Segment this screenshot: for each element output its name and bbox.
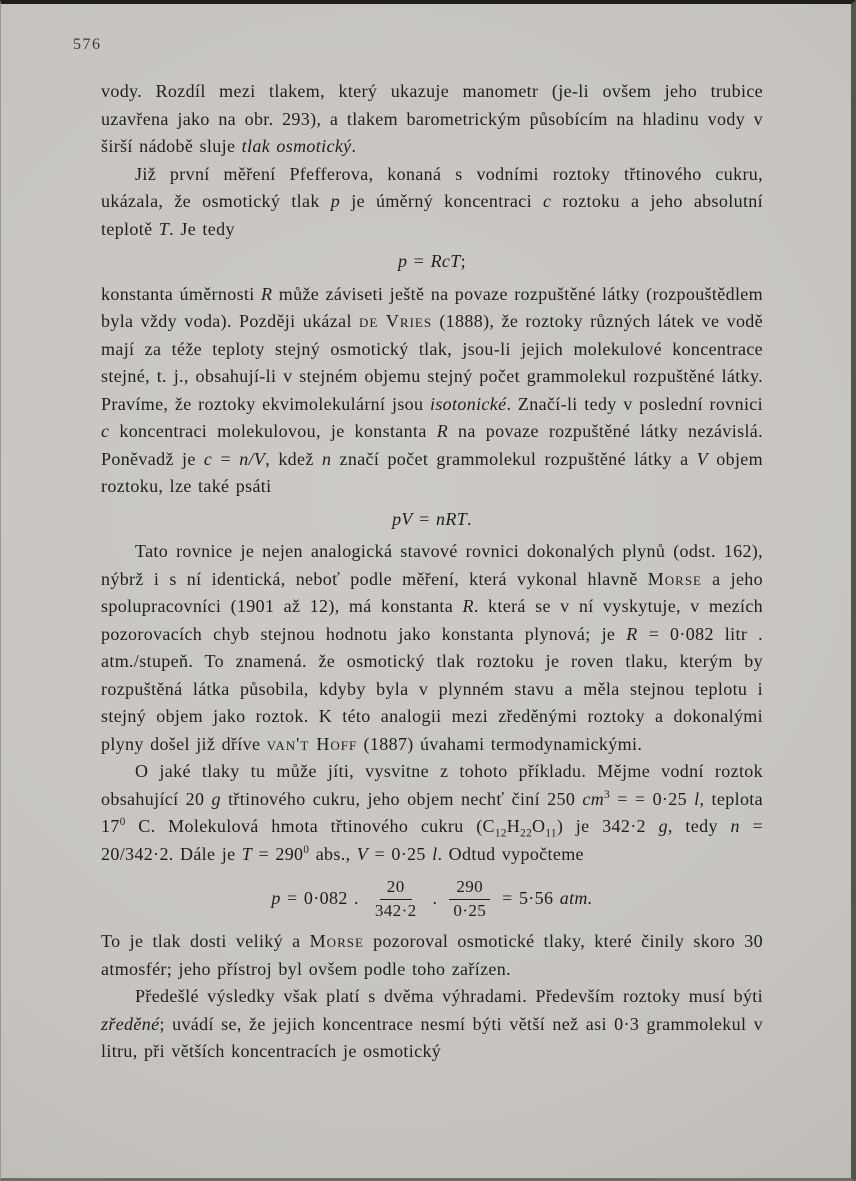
fraction-mass-over-molar-mass — [368, 877, 424, 921]
fraction-1-numerator: 20 — [380, 877, 412, 900]
fraction-2-numerator: 290 — [449, 877, 490, 900]
fraction-temperature-over-volume — [446, 877, 493, 921]
paragraph-morse-gas-analogy: Tato rovnice je nejen analogická stavové rovnici dokonalých plynů (odst. 162), nýbrž i s ní identická, neboť podle měření, která vykonal hlavně Morse a jeho spolupracovníci (1901 až 12), má konstanta R. která se v ní vyskytuje, v mezích pozorovacích chyb stejnou hodnotu jako konstanta plynová; je R = 0·082 litr . atm./stupeň. To znamená. že osmotický tlak roztoku je roven tlaku, kterým by rozpuštěná látka působila, kdyby byla v plynném stavu a měla stejnou teplotu i stejný objem jako roztok. K této analogii mezi zředěnými roztoky a dokonalými plyny došel již dříve van't Hoff (1887) úvahami termodynamickými. — [101, 541, 764, 754]
paragraph-pfeffer-measurements: Již první měření Pfefferova, konaná s vodními roztoky třtinového cukru, ukázala, že osmotický tlak p je úměrný koncentraci c roztoku a jeho absolutní teplotě T. Je tedy — [101, 163, 763, 239]
paragraph-dilute-solution-caveat: Předešlé výsledky však platí s dvěma výhradami. Především roztoky musí býti zředěné; uvádí se, že jejich koncentrace nesmí býti větší než asi 0·3 grammolekul v litru, při větších koncentracích je osmotický — [101, 986, 763, 1061]
equation-result: = 5·56 atm. — [502, 888, 593, 909]
equation-p-equals-rct: p = RcT; — [398, 251, 466, 271]
paragraph-sugar-solution-example: O jaké tlaky tu může jíti, vysvitne z tohoto příkladu. Mějme vodní roztok obsahující 20 g třtinového cukru, jeho objem nechť činí 250 $cm^3$ = = 0·25 l, teplota $17^0$ C. Molekulová hmota třtinového cukru $(C_{12}H_{22}O_{11})$ je 342·2 g, tedy n = 20/342·2. Dále je $T = 290^0$ abs., V = 0·25 l. Odtud vypočteme — [101, 761, 763, 864]
fraction-1-denominator: 342·2 — [374, 900, 417, 920]
paragraph-osmotic-pressure-definition: vody. Rozdíl mezi tlakem, který ukazuje manometr (je-li ovšem jeho trubice uzavřena jako na obr. 293), a tlakem barometrickým působícím na hladinu vody v širší nádobě sluje tlak osmotický. — [101, 81, 763, 156]
multiplication-dot: . — [432, 888, 438, 909]
fraction-2-denominator: 0·25 — [453, 900, 487, 920]
text-block — [101, 78, 763, 1066]
paragraph-morse-observed-pressures: To je tlak dosti veliký a Morse pozoroval osmotické tlaky, které činily skoro 30 atmosfér; jeho přístroj byl ovšem podle toho zařízen. — [101, 931, 763, 979]
equation-pv-equals-nrt: pV = nRT. — [392, 508, 472, 529]
equation-pressure-calculation — [101, 877, 763, 921]
paragraph-de-vries-isotonic: konstanta úměrnosti R může záviseti ještě na povaze rozpuštěné látky (rozpouštědlem byla vždy voda). Později ukázal de Vries (1888), že roztoky různých látek ve vodě mají za téže teploty stejný osmotický tlak, jsou-li jejich molekulové koncentrace stejné, t. j., obsahují-li v stejném objemu stejný počet grammolekul rozpuštěné látky. Pravíme, že roztoky ekvimolekulární jsou isotonické. Značí-li tedy v poslední rovnici c koncentraci molekulovou, je konstanta R na povaze rozpuštěné látky nezávislá. Poněvadž je c = n/V, kdež n značí počet grammolekul rozpuštěné látky a V objem roztoku, lze také psáti — [101, 283, 763, 496]
page-number: 576 — [73, 36, 102, 53]
equation-left-hand-side: p = 0·082 . — [271, 888, 359, 909]
